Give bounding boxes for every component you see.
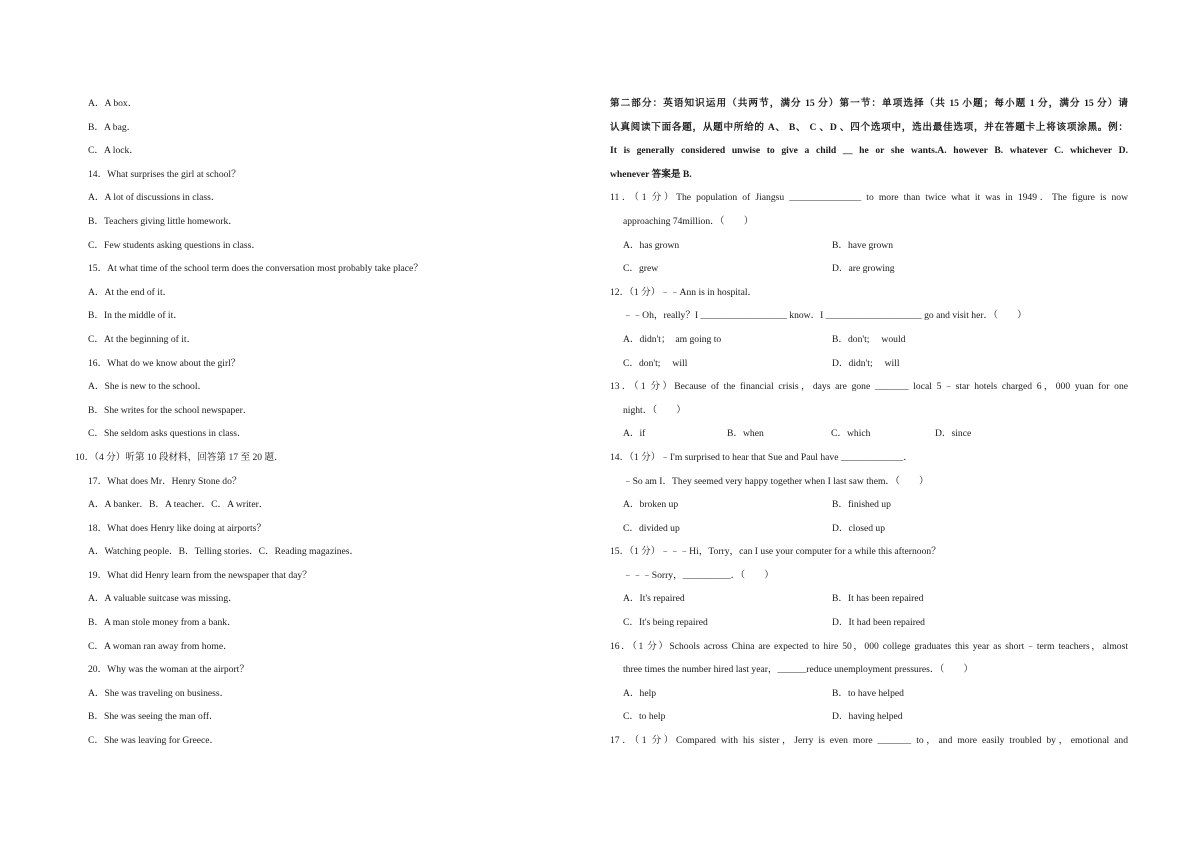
q20-option-a: A．She was traveling on business． <box>88 687 230 699</box>
q13-option-a: A．A box． <box>88 98 138 109</box>
q14-option-a: A．broken up <box>623 499 679 511</box>
q12-options-row-1 <box>610 328 1128 352</box>
q16-option-c: C．She seldom asks questions in class． <box>88 428 247 440</box>
q13-option-a: A．if <box>623 428 646 440</box>
q11-options-row-1 <box>610 234 1128 258</box>
q16-option-b: B．to have helped <box>832 687 904 699</box>
q11-option-b: B．have grown <box>832 239 894 251</box>
q11-option-d: D．are growing <box>832 263 895 275</box>
q12-option-c: C．don't; will <box>623 357 688 369</box>
q11-option-c: C．grew <box>623 263 659 275</box>
q13-option-c: C．which <box>831 428 871 440</box>
q12-option-b: B．don't; would <box>832 333 906 345</box>
q15-options-row-1 <box>610 587 1128 611</box>
q16-option-b: B．She writes for the school newspaper． <box>88 404 253 416</box>
q14-option-c: C．Few students asking questions in class． <box>88 239 261 251</box>
intro-line-1: 第二部分：英语知识运用（共两节，满分 15 分）第一节：单项选择（共 15 小题；每小题 1 分，满分 15 分）请 <box>610 98 1128 109</box>
right-column <box>610 92 1128 753</box>
q11-options-row-2 <box>610 257 1128 281</box>
q11-stem-line-2: approaching 74million．（ ） <box>623 215 754 227</box>
q20-option-b: B．She was seeing the man off． <box>88 711 219 723</box>
q19-option-c: C．A woman ran away from home． <box>88 640 233 652</box>
q16-option-c: C．to help <box>623 711 666 723</box>
q18-options: A．Watching people．B．Telling stories．C．Reading magazines． <box>88 546 360 558</box>
q12-option-a: A．didn't； am going to <box>623 333 722 345</box>
q15-option-c: C．It's being repaired <box>623 617 708 629</box>
q17-options: A．A banker．B．A teacher．C．A writer． <box>88 499 269 511</box>
q15-option-b: B．It has been repaired <box>832 593 924 605</box>
q14-option-c: C．divided up <box>623 522 680 534</box>
section-10-heading: 10．（4 分）听第 10 段材料，回答第 17 至 20 题． <box>75 451 284 463</box>
q14-stem-line-2: ﹣So am I．They seemed very happy together when I last saw them．（ ） <box>623 475 929 487</box>
q12-options-row-2 <box>610 352 1128 376</box>
q15-option-d: D．It had been repaired <box>832 617 925 629</box>
intro-line-4: whenever 答案是 B. <box>610 168 692 180</box>
q16-stem-line-1: 16．（1 分）Schools across China are expected to hire 50，000 college graduates this year as short﹣term teachers，almost <box>610 640 1128 652</box>
q14-stem: 14．What surprises the girl at school？ <box>88 168 241 180</box>
q15-option-b: B．In the middle of it． <box>88 310 183 322</box>
q17-stem: 17．What does Mr．Henry Stone do？ <box>88 475 242 487</box>
q13-options-row <box>610 422 1128 446</box>
intro-line-2: 认真阅读下面各题，从题中所给的 A、 B、 C 、D 、四个选项中，选出最佳选项，并在答题卡上将该项涂黑。例： <box>610 121 1128 133</box>
q17-stem-line-1: 17．（1 分）Compared with his sister，Jerry is even more _______ to，and more easily troubled by，emotional and <box>610 735 1128 747</box>
q20-stem: 20．Why was the woman at the airport？ <box>88 664 249 676</box>
q15-option-a: A．At the end of it． <box>88 286 173 298</box>
q13-option-b: B．A bag． <box>88 121 137 133</box>
q14-stem-line-1: 14．（1 分）﹣I'm surprised to hear that Sue and Paul have _____________． <box>610 451 913 463</box>
q12-stem-line-2: ﹣﹣Oh，really？I __________________ know．I ____________________ go and visit her．（ ） <box>623 310 1027 322</box>
q15-stem-line-2: ﹣﹣﹣Sorry，__________．（ ） <box>623 569 774 581</box>
q20-option-c: C．She was leaving for Greece． <box>88 735 220 747</box>
q15-option-c: C．At the beginning of it． <box>88 333 197 345</box>
q14-option-b: B．finished up <box>832 499 891 511</box>
q15-stem: 15．At what time of the school term does the conversation most probably take place？ <box>88 263 423 275</box>
q15-options-row-2 <box>610 611 1128 635</box>
q14-option-d: D．closed up <box>832 522 886 534</box>
q14-options-row-2 <box>610 517 1128 541</box>
q19-stem: 19．What did Henry learn from the newspaper that day？ <box>88 569 312 581</box>
q11-option-a: A．has grown <box>623 239 680 251</box>
q14-option-b: B．Teachers giving little homework． <box>88 215 238 227</box>
q16-option-a: A．help <box>623 687 657 699</box>
q15-option-a: A．It's repaired <box>623 593 685 605</box>
left-column <box>75 92 575 753</box>
q12-stem-line-1: 12．（1 分）﹣﹣Ann is in hospital． <box>610 286 758 298</box>
q13-option-d: D．since <box>935 428 972 440</box>
q13-option-b: B．when <box>727 428 764 440</box>
q11-stem-line-1: 11．（1 分）The population of Jiangsu _______________ to more than twice what it was in 1949．The figure is now <box>610 192 1128 204</box>
q16-option-d: D．having helped <box>832 711 903 723</box>
q14-option-a: A．A lot of discussions in class． <box>88 192 221 204</box>
q13-stem-line-1: 13．（1 分）Because of the financial crisis，days are gone _______ local 5﹣star hotels charged 6，000 yuan for one <box>610 381 1128 393</box>
q16-options-row-1 <box>610 682 1128 706</box>
q18-stem: 18．What does Henry like doing at airports？ <box>88 522 266 534</box>
q13-stem-line-2: night．（ ） <box>623 404 686 416</box>
q13-option-c: C．A lock． <box>88 145 139 157</box>
q16-stem-line-2: three times the number hired last year，______reduce unemployment pressures．（ ） <box>623 664 974 676</box>
q16-options-row-2 <box>610 705 1128 729</box>
q12-option-d: D．didn't; will <box>832 357 900 369</box>
q19-option-b: B．A man stole money from a bank． <box>88 617 237 629</box>
q19-option-a: A．A valuable suitcase was missing． <box>88 593 238 605</box>
q16-stem: 16．What do we know about the girl？ <box>88 357 241 369</box>
q16-option-a: A．She is new to the school． <box>88 381 208 393</box>
intro-line-3: It is generally considered unwise to give a child __ he or she wants.A. however B. whatever C. whichever D. <box>610 145 1128 157</box>
q14-options-row-1 <box>610 493 1128 517</box>
q15-stem-line-1: 15．（1 分）﹣﹣﹣Hi，Torry，can I use your computer for a while this afternoon？ <box>610 546 941 558</box>
